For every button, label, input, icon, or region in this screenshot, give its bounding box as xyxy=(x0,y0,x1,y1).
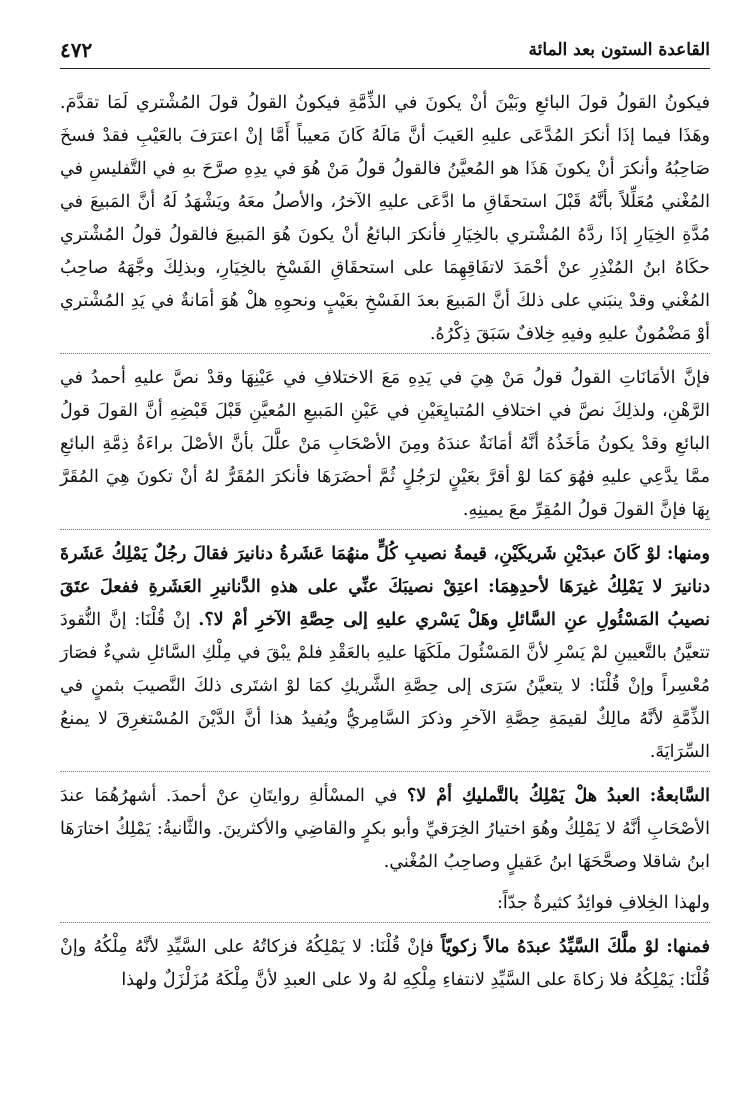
paragraph-tail: في المسْألةِ روايتَانِ عنْ أحمدَ. أشهرُهُمَا عندَ الأصْحَابِ أنَّهُ لا يَمْلِكُ وهُوَ اختيارُ الخِرَقيِّ وأبو بكرٍ والقاضِي والأكثرينَ. والثَّانيةُ: يَمْلِكُ اختارَهَا ابنُ شاقلا وصحَّحَهَا ابنُ عَقيلٍ وصاحِبُ المُغْني. xyxy=(60,786,710,872)
paragraph xyxy=(60,538,710,772)
paragraph-tail: إنْ قُلْنَا: إنَّ النُّقودَ تتعيَّنُ بالتَّعيينِ لمْ يَسْرِ لأنَّ المَسْئُولَ ملَكَهَا عليهِ بالعَقْدِ فلمْ يبْقَ في مِلْكِ السَّائلِ شيءٌ فصَارَ مُعْسِراً وإنْ قُلْنَا: لا يتعيَّنُ سَرَى إلى حِصَّةِ الشَّريكِ كمَا لوْ اشتَرى ذلكَ النَّصيبَ بثمنٍ في الذِّمَّةِ لأنَّهُ مالِكٌ لقيمَةِ حِصَّةِ الآخرِ وذكرَ السَّامِريُّ ويُفيدُ هذا أنَّ الدَّيْنَ المُسْتغرِقَ لا يمنعُ السِّرَايَةَ. xyxy=(60,610,710,762)
paragraph xyxy=(60,362,710,530)
paragraph-bold-run: لوْ ملَّكَ السَّيِّدُ عبدَهُ مالاً زكويّاً xyxy=(440,937,660,957)
paragraph xyxy=(60,931,710,997)
paragraph-lead: السَّابعةُ: xyxy=(649,786,710,806)
body-text xyxy=(60,87,710,997)
paragraph-text: فإنَّ الأمَانَاتِ القولُ قولُ مَنْ هِيَ في يَدِهِ مَعَ الاختلافِ في عَيْنِهَا وقدْ نصَّ عليهِ أحمدُ في الرَّهْنِ، ولذلِكَ نصَّ في اختلافِ المُتبايِعَيْنِ في عَيْنِ المَبيعِ المُعيَّنِ قَبْلَ قَبْضِهِ أنَّ القولَ قولُ البائعِ وقدْ يكونُ مَأخَذُهُ أنَّهُ أمَانَةٌ عندَهُ ومِنَ الأصْحَابِ مَنْ علَّلَ بأنَّ الأصْلَ براءَةُ ذِمَّةِ البائعِ ممَّا يدَّعِي عليهِ فهُوَ كمَا لوْ أقرَّ بعَيْنٍ لرَجُلٍ ثُمَّ أحضَرَهَا فأنكرَ المُقَرُّ لهُ أنْ تكونَ هِيَ المُقَرَّ بِهَا فإنَّ القولَ قولُ المُقِرِّ معَ يمينِهِ. xyxy=(60,368,710,520)
paragraph-lead: فمنها: xyxy=(666,937,710,957)
paragraph-lead: ومنها: xyxy=(667,544,710,564)
paragraph-bold-run: العبدُ هلْ يَمْلِكُ بالتَّمليكِ أمْ لا؟ xyxy=(406,786,641,806)
book-page xyxy=(60,34,710,1064)
page-number: ٤٧٢ xyxy=(60,38,93,62)
page-header-title: القاعدة الستون بعد المائة xyxy=(528,40,710,60)
paragraph xyxy=(60,887,710,923)
paragraph xyxy=(60,780,710,879)
paragraph-text: ولهذا الخِلافِ فوائِدُ كثيرةٌ جدّاً: xyxy=(496,893,710,913)
paragraph-text: فيكونُ القولُ قولَ البائعِ وبَيْنَ أنْ يكونَ في الذِّمَّةِ فيكونُ القولُ قولَ المُشْتري لَمَا تقدَّمَ. وهَذَا فيما إذَا أنكرَ المُدَّعَى عليهِ العَيبَ أنَّ مَالَهُ كَانَ مَعيباً أَمَّا إنْ اعترَفَ بالعَيْبِ فقدْ فسخَ صَاحِبُهُ وأنكرَ أنْ يكونَ هَذَا هو المُعيَّنُ فالقولُ قولُ مَنْ هُوَ في يدِهِ صرَّحَ بهِ في التَّفليسِ في المُغْني مُعَلِّلاً بأنَّهُ قَبْلَ استحقَاقِ ما ادَّعَى عليهِ الآخرُ، والأصلُ معَهُ ويَشْهَدُ لَهُ أنَّ المَبيعَ في مُدَّةِ الخِيَارِ إذَا ردَّهُ المُشْتري بالخِيَارِ فأنكرَ البائعُ أنْ يكونَ هُوَ المَبيعَ فالقولُ قولُ المُشْتري حكَاهُ ابنُ المُنْذِرِ عنْ أحْمَدَ لاتفَاقِهِمَا على استحقَاقِ الفَسْخِ بالخِيَارِ، وبذلِكَ وجَّهَهُ صاحِبُ المُغْني وقدْ ينبَني على ذلكَ أنَّ المَبيعَ بعدَ الفَسْخِ بعَيْبٍ ونحوِهِ هلْ هُوَ أمَانةٌ في يَدِ المُشْتري أوْ مَضْمُونٌ عليهِ وفيهِ خِلافٌ سَبَقَ ذِكْرُهُ. xyxy=(60,93,710,344)
paragraph-bold-run: لوْ كَانَ عبدَيْنِ شَريكَيْنِ، قيمةُ نصيبِ كُلٍّ منهُمَا عَشَرةُ دنانيرَ فقالَ رجُلٌ يَمْلِكُ عَشَرةَ دنانيرَ لا يَمْلِكُ غيرَهَا لأحدِهِمَا: اعتِقْ نصيبَكَ عنِّي على هذهِ الدَّنانيرِ العَشَرةِ ففعلَ عتَقَ نصيبُ المَسْئُولِ عنِ السَّائلِ وهَلْ يَسْري عليهِ إلى حِصَّةِ الآخرِ أمْ لا؟. xyxy=(60,544,710,630)
running-header xyxy=(60,34,710,69)
paragraph-tail: فإنْ قُلْنَا: لا يَمْلِكُهُ فزكاتُهُ على السَّيِّدِ لأنَّهُ مِلْكُهُ وإنْ قُلْنَا: يَمْلِكُهُ فلا زكاةَ على السَّيِّدِ لانتفاءِ مِلْكِهِ لهُ ولا على العبدِ لأنَّ مِلْكَهُ مُزَلْزَلٌ ولهذا xyxy=(60,937,710,990)
paragraph xyxy=(60,87,710,354)
